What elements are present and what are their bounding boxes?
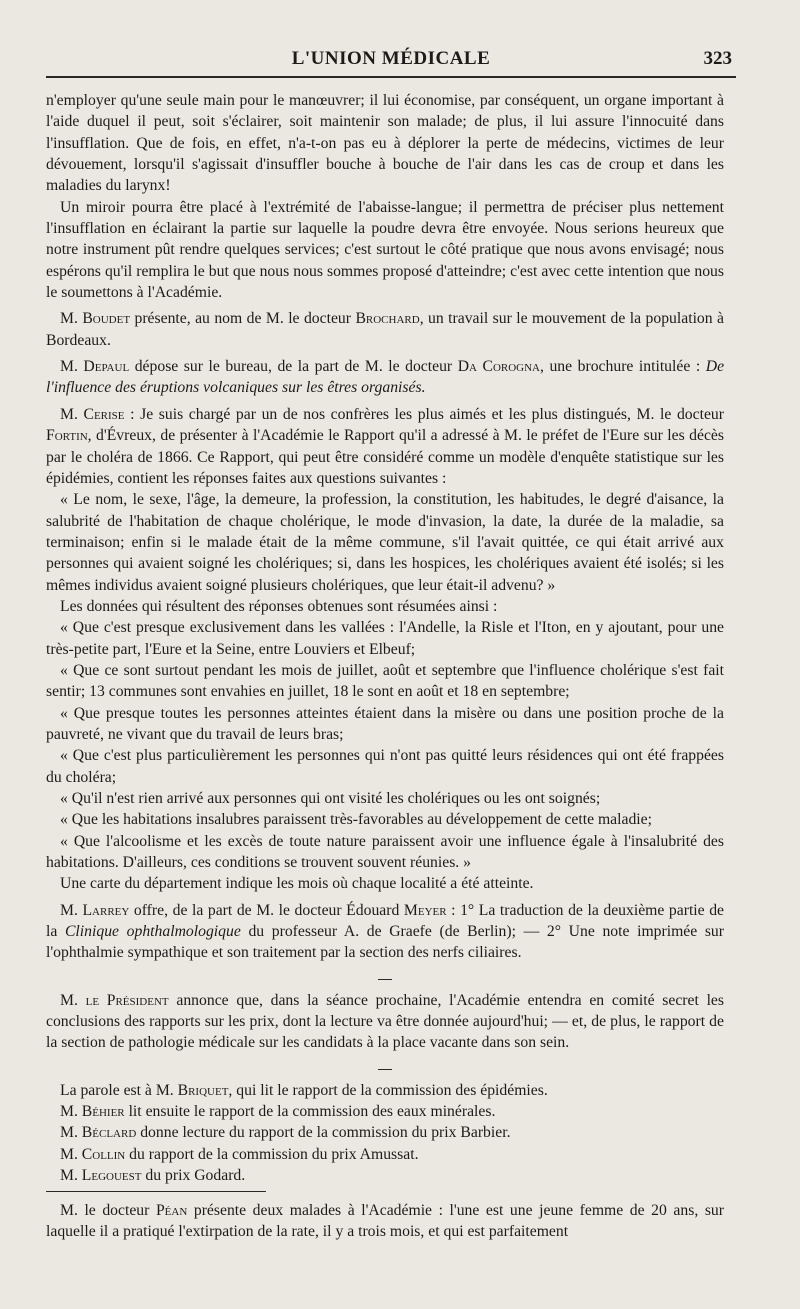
author-name: Péan <box>155 1201 188 1219</box>
text-run: Un miroir pourra être placé à l'extrémité de l'abaisse-langue; il permettra de préciser plus nettement l'insufflation en éclairant la partie sur laquelle la poudre devra être envoyée. Nous serions heureux que notre instrument pût rendre quelques services; c'est surtout le côté pratique que nous avons envisagé; nous espérons qu'il remplira le but que nous nous sommes proposé d'atteindre; c'est avec cette intention que nous le soumettons à l'Académie. <box>46 198 724 302</box>
article-body <box>46 90 724 1242</box>
text-run: M. <box>60 1124 82 1142</box>
text-run: M. <box>60 991 86 1009</box>
quote-paragraph <box>46 703 724 746</box>
text-run: , un travail sur le mouvement de la population à Bordeaux. <box>46 310 725 349</box>
text-run: M. le docteur <box>60 1201 156 1219</box>
paragraph <box>46 990 724 1054</box>
text-run: « Qu'il n'est rien arrivé aux personnes qui ont visité les cholériques ou les ont soignés; <box>60 790 601 807</box>
text-run: M. <box>60 1167 82 1185</box>
text-run: : Je suis chargé par un de nos confrères les plus aimés et les plus distingués, M. le docteur <box>124 405 724 423</box>
text-run: « Que ce sont surtout pendant les mois de juillet, août et septembre que l'influence cholérique s'est fait sentir; 13 communes sont envahies en juillet, 18 le sont en août et 18 en septembre; <box>46 661 724 701</box>
text-run: annonce que, dans la séance prochaine, l'Académie entendra en comité secret les conclusions des rapports sur les prix, dont la lecture va être donnée aujourd'hui; — et, de plus, le rapport de la section de pathologie médicale sur les candidats à la place vacante dans son sein. <box>46 991 724 1052</box>
running-header <box>46 42 736 78</box>
author-name: Depaul <box>83 358 130 376</box>
author-name: Meyer <box>403 901 447 919</box>
author-name: le Président <box>85 991 169 1009</box>
author-name: Fortin <box>46 427 88 445</box>
author-name: Da Corogna <box>457 358 541 376</box>
author-name: Brochard <box>355 310 420 328</box>
text-run: du professeur A. de Graefe (de Berlin); — 2° Une note imprimée sur l'ophthalmie sympathique et son traitement par la section des nerfs ciliaires. <box>46 923 725 962</box>
text-run: Les données qui résultent des réponses obtenues sont résumées ainsi : <box>60 597 498 615</box>
author-name: Collin <box>81 1145 126 1163</box>
text-run: La parole est à M. <box>60 1081 178 1099</box>
horizontal-rule <box>46 1191 266 1192</box>
text-run: M. <box>60 1145 82 1163</box>
text-run: du rapport de la commission du prix Amussat. <box>125 1145 419 1163</box>
text-run: du prix Godard. <box>141 1167 246 1185</box>
paragraph <box>46 900 724 964</box>
text-run: présente, au nom de M. le docteur <box>130 310 356 328</box>
paragraph <box>46 1122 724 1143</box>
section-separator <box>46 1058 724 1072</box>
text-run: offre, de la part de M. le docteur Édouard <box>129 901 404 919</box>
text-run: M. <box>60 358 84 376</box>
text-run: lit ensuite le rapport de la commission des eaux minérales. <box>124 1103 496 1121</box>
text-run: donne lecture du rapport de la commission du prix Barbier. <box>136 1124 511 1142</box>
text-run: Une carte du département indique les mois où chaque localité a été atteinte. <box>60 875 534 893</box>
text-run: « Que c'est plus particulièrement les personnes qui n'ont pas quitté leurs résidences qui ont été frappées du choléra; <box>46 747 724 786</box>
author-name: Larrey <box>82 901 130 919</box>
text-run: , qui lit le rapport de la commission des épidémies. <box>228 1081 548 1099</box>
text-run: « Le nom, le sexe, l'âge, la demeure, la profession, la constitution, les habitudes, le degré d'aisance, la salubrité de l'habitation de chaque cholérique, le mode d'invasion, la date, la durée de la maladie, sa terminaison; enfin si le malade était de la même commune, s'il l'avait quittée, ce qui était arrivé aux personnes qui avaient soigné les cholériques; si, dans les hospices, les cholériques avaient été isolés; si les mêmes individus avaient soigné plusieurs cholériques, que leur était-il advenu? » <box>46 491 724 594</box>
text-run: , une brochure intitulée : <box>540 358 706 376</box>
text-run: M. <box>60 310 83 328</box>
text-run: « Que c'est presque exclusivement dans les vallées : l'Andelle, la Risle et l'Iton, en y ajoutant, pour une très-petite part, l'Eure et la Seine, entre Louviers et Elbeuf; <box>46 619 724 658</box>
quote-paragraph <box>46 809 724 830</box>
paragraph <box>46 197 724 304</box>
paragraph <box>46 1101 724 1122</box>
author-name: Béclard <box>81 1124 137 1142</box>
text-run: : 1° La traduction de la deuxième partie de la <box>46 901 725 941</box>
quote-paragraph <box>46 660 724 703</box>
author-name: Briquet <box>177 1081 229 1099</box>
quote-paragraph <box>46 489 724 596</box>
paragraph <box>46 1200 724 1243</box>
italic-title: Clinique ophthalmologique <box>64 923 241 941</box>
text-run: M. <box>60 1103 82 1121</box>
paragraph <box>46 596 724 617</box>
quote-paragraph <box>46 745 724 788</box>
paragraph <box>46 1144 724 1165</box>
paragraph <box>46 1165 724 1186</box>
journal-title: L'UNION MÉDICALE <box>291 48 491 69</box>
text-run: n'employer qu'une seule main pour le manœuvrer; il lui économise, par conséquent, un organe important à l'aide duquel il peut, soit s'éclairer, soit maintenir son malade; de plus, il lui assure l'innocuité dans l'insufflation. Que de fois, en effet, n'a-t-on pas eu à déplorer la perte de médecins, victimes de leur dévouement, lorsqu'il s'agissait d'insuffler bouche à bouche de l'air dans les cas de croup et dans les maladies du larynx! <box>46 92 724 195</box>
section-separator <box>46 968 724 982</box>
quote-paragraph <box>46 788 724 809</box>
italic-title: De l'influence des éruptions volcaniques sur les êtres organisés. <box>46 358 725 397</box>
paragraph <box>46 404 724 489</box>
text-run: M. <box>60 405 84 423</box>
paragraph <box>46 873 724 894</box>
text-run: « Que presque toutes les personnes atteintes étaient dans la misère ou dans une position proche de la pauvreté, ne vivant que du travail de leurs bras; <box>46 704 724 743</box>
text-run: , d'Évreux, de présenter à l'Académie le Rapport qu'il a adressé à M. le préfet de l'Eure sur les décès par le choléra de 1866. Ce Rapport, qui peut être considéré comme un modèle d'enquête statistique sur les épidémies, contient les réponses faites aux questions suivantes : <box>46 427 724 487</box>
author-name: Legouest <box>81 1167 142 1185</box>
text-run: M. <box>60 901 83 919</box>
paragraph <box>46 1080 724 1101</box>
quote-paragraph <box>46 617 724 660</box>
text-run: dépose sur le bureau, de la part de M. le docteur <box>129 358 458 376</box>
page-number: 323 <box>703 48 732 69</box>
quote-paragraph <box>46 831 724 874</box>
paragraph <box>46 90 724 197</box>
text-run: présente deux malades à l'Académie : l'une est une jeune femme de 20 ans, sur laquelle il a pratiqué l'extirpation de la rate, il y a trois mois, et qui est parfaitement <box>46 1201 724 1240</box>
text-run: « Que les habitations insalubres paraissent très-favorables au développement de cette maladie; <box>60 811 652 829</box>
paragraph <box>46 308 724 351</box>
author-name: Béhier <box>81 1103 125 1121</box>
author-name: Cerise <box>83 405 125 423</box>
paragraph <box>46 356 724 399</box>
text-run: « Que l'alcoolisme et les excès de toute nature paraissent avoir une influence égale à l'insalubrité des habitations. D'ailleurs, ces conditions se trouvent souvent réunies. » <box>46 832 724 872</box>
author-name: Boudet <box>82 310 131 328</box>
